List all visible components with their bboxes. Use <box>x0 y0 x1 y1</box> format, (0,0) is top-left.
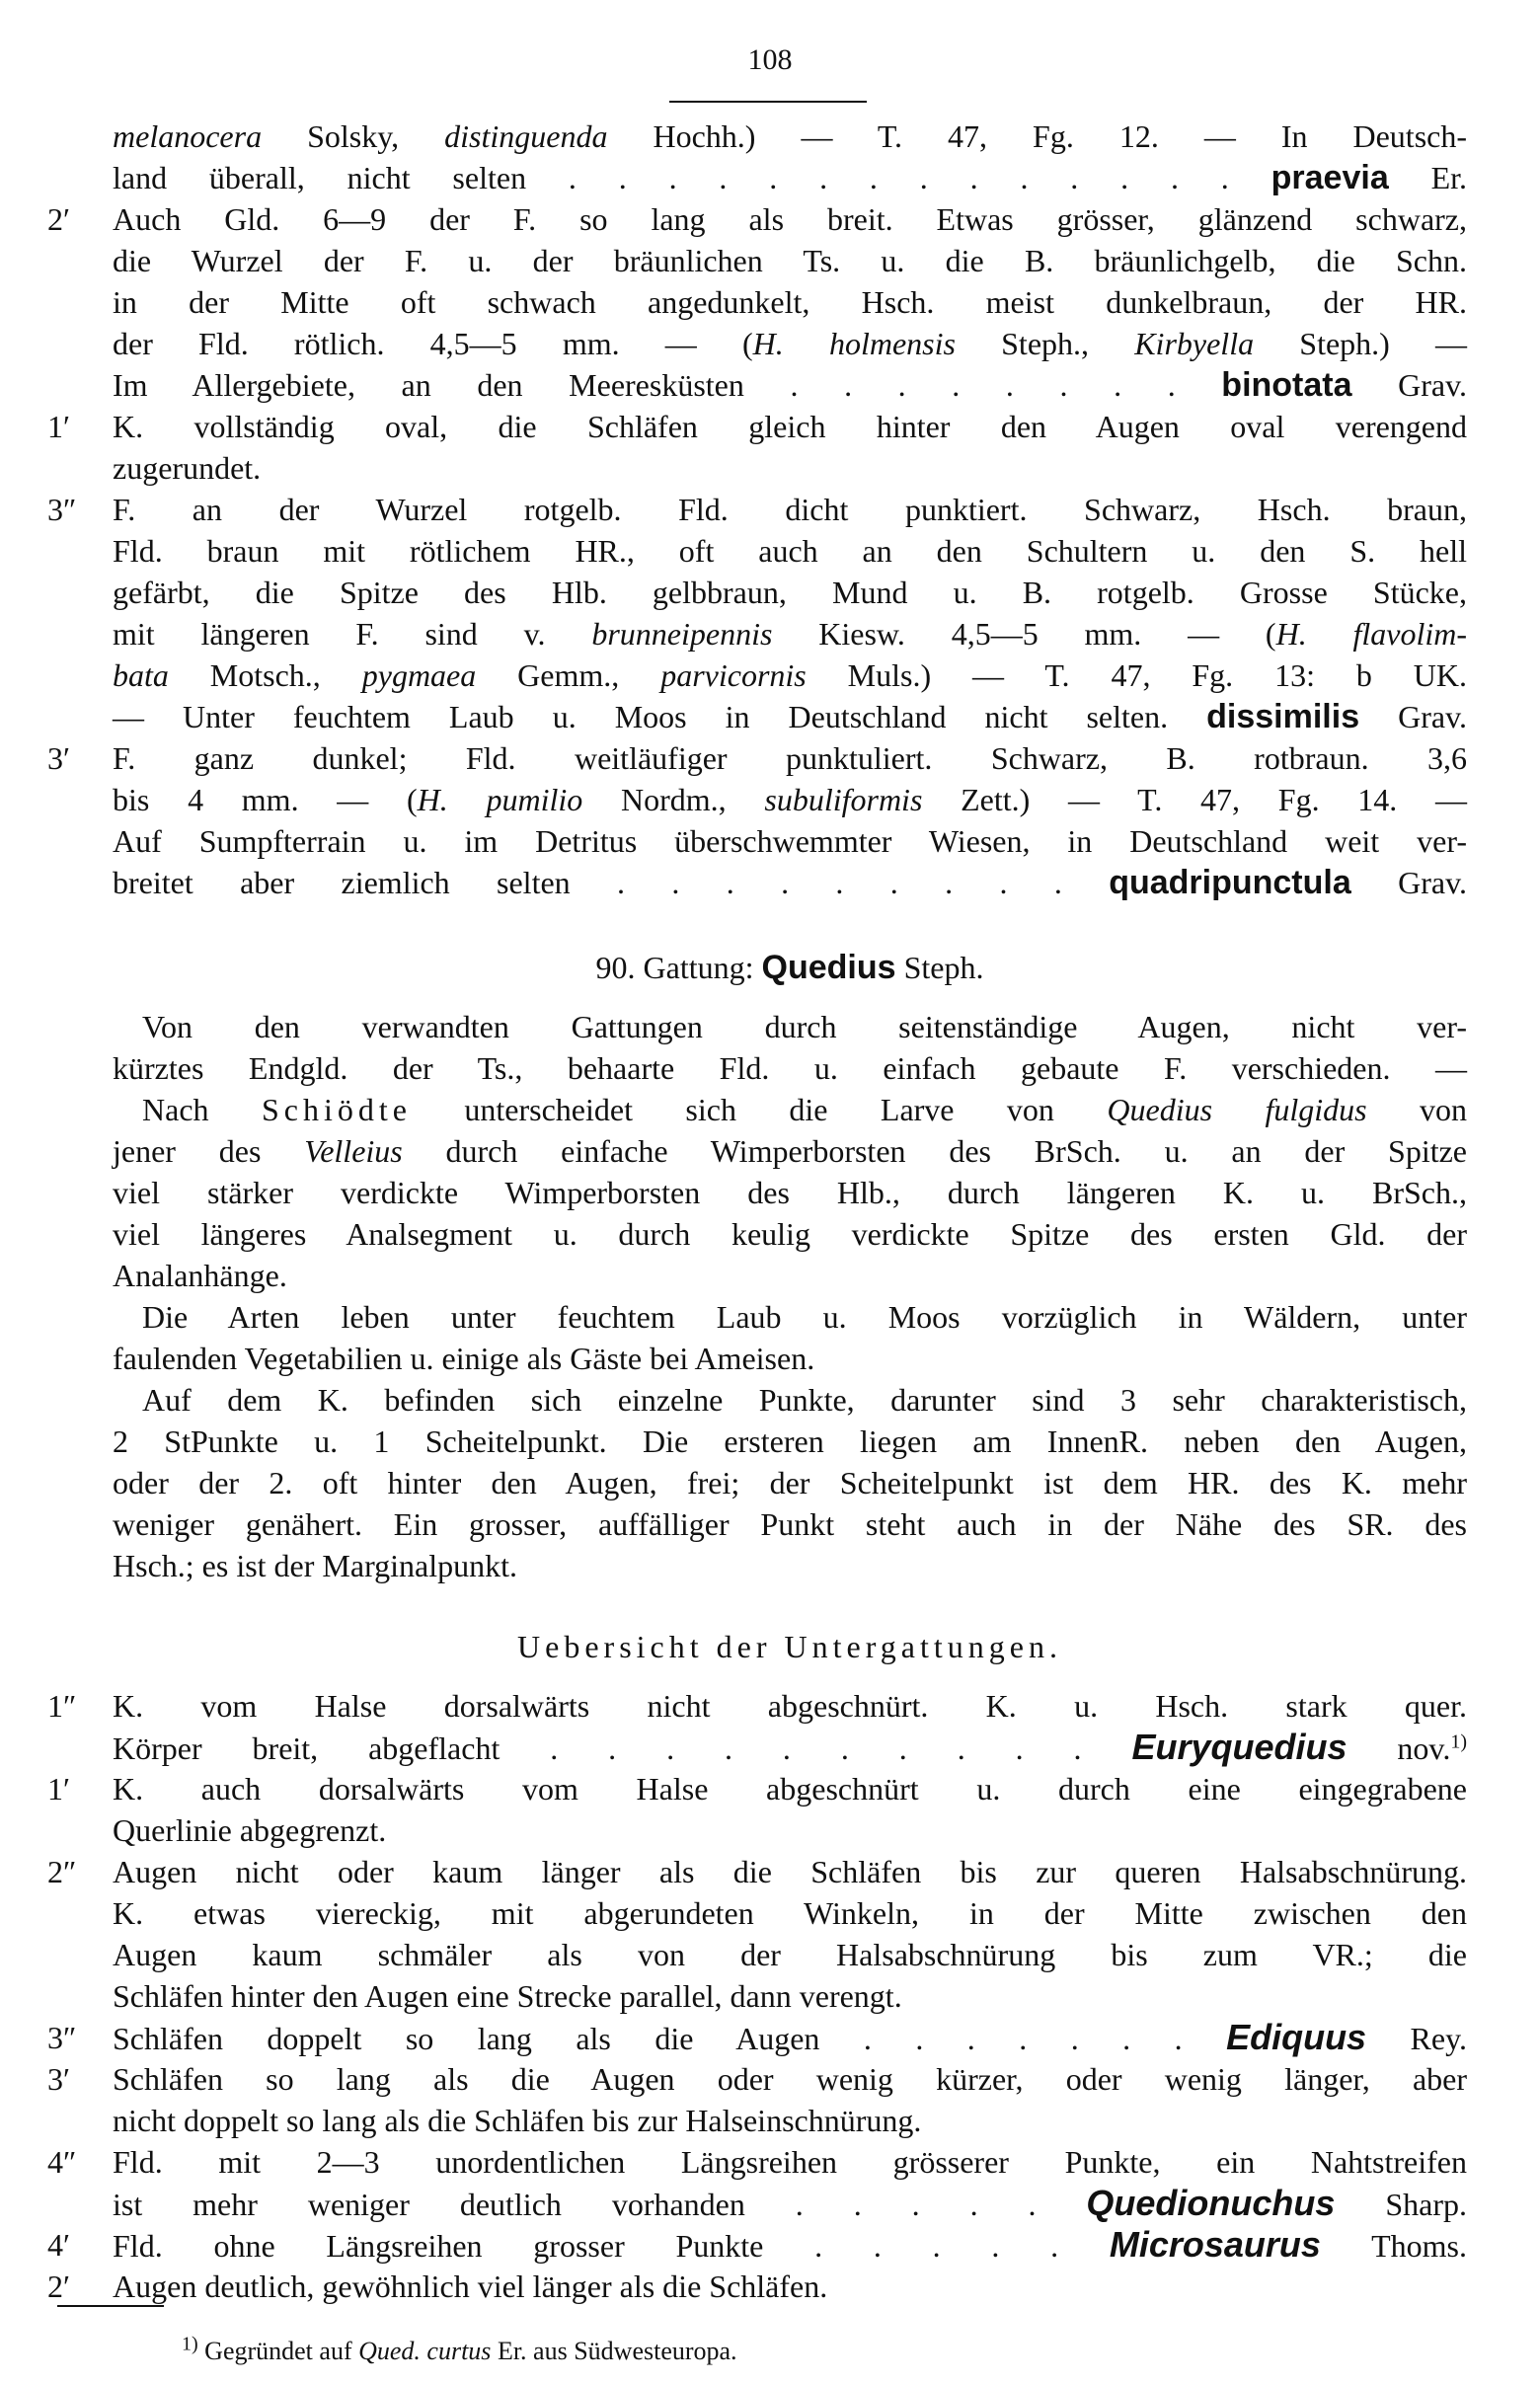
text-line: Schläfen so lang als die Augen oder wenig kürzer, oder wenig länger, aber <box>113 2061 1467 2097</box>
subgenus-name: Euryquedius <box>1131 1727 1348 1767</box>
taxon-name-italic: pygmaea <box>361 657 477 693</box>
taxon-name-italic: Qued. curtus <box>358 2337 492 2365</box>
text-line: Auch Gld. 6—9 der F. so lang als breit. Etwas grösser, glänzend schwarz, <box>113 201 1467 237</box>
species-name: binotata <box>1221 366 1352 404</box>
text-line: land überall, nicht selten . . . . . . . . . . . . . . praevia Er. <box>113 159 1468 196</box>
text-line: Hsch.; es ist der Marginalpunkt. <box>113 1548 518 1583</box>
taxon-name-italic: Kirbyella <box>1134 326 1255 361</box>
key-marker: 3′ <box>47 740 70 776</box>
footnote: $^{1)}$ Gegründet auf Qued. curtus Er. aus Südwesteuropa. <box>182 2333 737 2365</box>
key-marker: 3″ <box>47 492 77 527</box>
taxon-name-italic: subuliformis <box>764 782 923 817</box>
key-marker: 4′ <box>47 2227 70 2263</box>
text-line: K. vom Halse dorsalwärts nicht abgeschnürt. K. u. Hsch. stark quer. <box>113 1688 1467 1724</box>
text-line: Fld. ohne Längsreihen grosser Punkte . . . . . Microsaurus Thoms. <box>113 2224 1467 2265</box>
taxon-name-italic: brunneipennis <box>591 616 773 652</box>
key-marker: 4″ <box>47 2144 77 2180</box>
key-marker: 1″ <box>47 1688 77 1724</box>
genus-heading: 90. Gattung: Quedius Steph. <box>595 949 984 986</box>
text-line: der Fld. rötlich. 4,5—5 mm. — (H. holmensis Steph., Kirbyella Steph.) — <box>113 326 1467 361</box>
text-line: Schläfen hinter den Augen eine Strecke parallel, dann verengt. <box>113 1978 902 2014</box>
text-line: melanocera Solsky, distinguenda Hochh.) — T. 47, Fg. 12. — In Deutsch- <box>113 118 1468 154</box>
header-rule <box>669 101 867 103</box>
text-line: F. ganz dunkel; Fld. weitläufiger punktuliert. Schwarz, B. rotbraun. 3,6 <box>113 740 1467 776</box>
key-marker: 1′ <box>47 409 70 444</box>
text-line: nicht doppelt so lang als die Schläfen bis zur Halseinschnürung. <box>113 2103 922 2138</box>
key-marker: 2″ <box>47 1854 77 1889</box>
text-line: Schläfen doppelt so lang als die Augen . . . . . . . Ediquus Rey. <box>113 2017 1468 2057</box>
taxon-name-italic: Quedius fulgidus <box>1107 1092 1367 1127</box>
taxon-name-italic: H. flavolim- <box>1275 616 1468 652</box>
text-line: bis 4 mm. — (H. pumilio Nordm., subuliformis Zett.) — T. 47, Fg. 14. — <box>113 782 1467 817</box>
subgenus-name: Microsaurus <box>1109 2224 1321 2265</box>
text-line: kürztes Endgld. der Ts., behaarte Fld. u. einfach gebaute F. verschieden. — <box>113 1050 1467 1086</box>
text-line: Augen kaum schmäler als von der Halsabschnürung bis zum VR.; die <box>113 1937 1467 1972</box>
text-line: bata Motsch., pygmaea Gemm., parvicornis Muls.) — T. 47, Fg. 13: b UK. <box>113 657 1468 693</box>
text-line: Die Arten leben unter feuchtem Laub u. Moos vorzüglich in Wäldern, unter <box>142 1299 1467 1335</box>
text-line: Auf Sumpfterrain u. im Detritus überschwemmter Wiesen, in Deutschland weit ver- <box>113 823 1467 859</box>
text-line: Auf dem K. befinden sich einzelne Punkte, darunter sind 3 sehr charakteristisch, <box>142 1382 1467 1418</box>
text-line: Von den verwandten Gattungen durch seitenständige Augen, nicht ver- <box>142 1009 1467 1044</box>
species-name: dissimilis <box>1206 698 1360 735</box>
text-line: breitet aber ziemlich selten . . . . . . . . . quadripunctula Grav. <box>113 864 1468 901</box>
key-marker: 3″ <box>47 2020 77 2055</box>
text-line: Fld. mit 2—3 unordentlichen Längsreihen grösserer Punkte, ein Nahtstreifen <box>113 2144 1467 2180</box>
text-line: Augen deutlich, gewöhnlich viel länger als die Schläfen. <box>113 2269 828 2304</box>
text-line: Analanhänge. <box>113 1258 287 1293</box>
text-line: viel stärker verdickte Wimperborsten des Hlb., durch längeren K. u. BrSch., <box>113 1175 1467 1210</box>
author-name: Schiödte <box>261 1092 412 1127</box>
text-line: — Unter feuchtem Laub u. Moos in Deutschland nicht selten. dissimilis Grav. <box>113 698 1468 735</box>
taxon-name-italic: distinguenda <box>444 118 608 154</box>
taxon-name-italic: bata <box>113 657 169 693</box>
taxon-name-italic: Velleius <box>304 1133 403 1169</box>
text-line: Körper breit, abgeflacht . . . . . . . . . . Euryquedius nov.$^{1)}$ <box>113 1727 1468 1767</box>
key-marker: 1′ <box>47 1771 70 1807</box>
text-line: Nach Schiödte unterscheidet sich die Larve von Quedius fulgidus von <box>142 1092 1468 1127</box>
species-name: praevia <box>1270 159 1389 196</box>
text-line: Querlinie abgegrenzt. <box>113 1812 387 1848</box>
genus-name: Quedius <box>761 949 896 986</box>
key-marker: 2′ <box>47 201 70 237</box>
text-line: 2 StPunkte u. 1 Scheitelpunkt. Die ersteren liegen am InnenR. neben den Augen, <box>113 1423 1467 1459</box>
text-line: ist mehr weniger deutlich vorhanden . . . . . Quedionuchus Sharp. <box>113 2183 1468 2223</box>
text-line: in der Mitte oft schwach angedunkelt, Hsch. meist dunkelbraun, der HR. <box>113 284 1467 320</box>
text-line: Fld. braun mit rötlichem HR., oft auch an den Schultern u. den S. hell <box>113 533 1467 569</box>
subgenus-name: Ediquus <box>1226 2017 1367 2057</box>
text-line: K. vollständig oval, die Schläfen gleich hinter den Augen oval verengend <box>113 409 1467 444</box>
text-line: Im Allergebiete, an den Meeresküsten . . . . . . . . binotata Grav. <box>113 366 1468 404</box>
taxon-name-italic: melanocera <box>113 118 263 154</box>
text-line: zugerundet. <box>113 450 262 486</box>
text-line: viel längeres Analsegment u. durch keulig verdickte Spitze des ersten Gld. der <box>113 1216 1467 1252</box>
subgenus-name: Quedionuchus <box>1086 2183 1336 2223</box>
footnote-rule <box>57 2305 164 2307</box>
text-line: F. an der Wurzel rotgelb. Fld. dicht punktiert. Schwarz, Hsch. braun, <box>113 492 1467 527</box>
footnote-reference: 1) <box>1450 1730 1468 1753</box>
text-line: K. etwas viereckig, mit abgerundeten Winkeln, in der Mitte zwischen den <box>113 1895 1467 1931</box>
text-line: weniger genähert. Ein grosser, auffälliger Punkt steht auch in der Nähe des SR. des <box>113 1506 1467 1542</box>
species-name: quadripunctula <box>1109 864 1351 901</box>
footnote-marker: 1) <box>182 2333 198 2355</box>
key-marker: 2′ <box>47 2269 70 2304</box>
key-marker: 3′ <box>47 2061 70 2097</box>
text-line: die Wurzel der F. u. der bräunlichen Ts. u. die B. bräunlichgelb, die Schn. <box>113 243 1467 278</box>
page-number: 108 <box>747 43 793 76</box>
taxon-name-italic: H. pumilio <box>417 782 583 817</box>
text-line: Augen nicht oder kaum länger als die Schläfen bis zur queren Halsabschnürung. <box>113 1854 1467 1889</box>
text-line: faulenden Vegetabilien u. einige als Gäste bei Ameisen. <box>113 1341 815 1376</box>
taxon-name-italic: H. holmensis <box>752 326 956 361</box>
text-line: oder der 2. oft hinter den Augen, frei; der Scheitelpunkt ist dem HR. des K. mehr <box>113 1465 1467 1500</box>
text-line: K. auch dorsalwärts vom Halse abgeschnürt u. durch eine eingegrabene <box>113 1771 1467 1807</box>
text-line: jener des Velleius durch einfache Wimperborsten des BrSch. u. an der Spitze <box>113 1133 1468 1169</box>
section-heading: Uebersicht der Untergattungen. <box>517 1629 1062 1664</box>
text-line: mit längeren F. sind v. brunneipennis Kiesw. 4,5—5 mm. — (H. flavolim- <box>113 616 1468 652</box>
text-line: gefärbt, die Spitze des Hlb. gelbbraun, Mund u. B. rotgelb. Grosse Stücke, <box>113 575 1467 610</box>
taxon-name-italic: parvicornis <box>660 657 807 693</box>
